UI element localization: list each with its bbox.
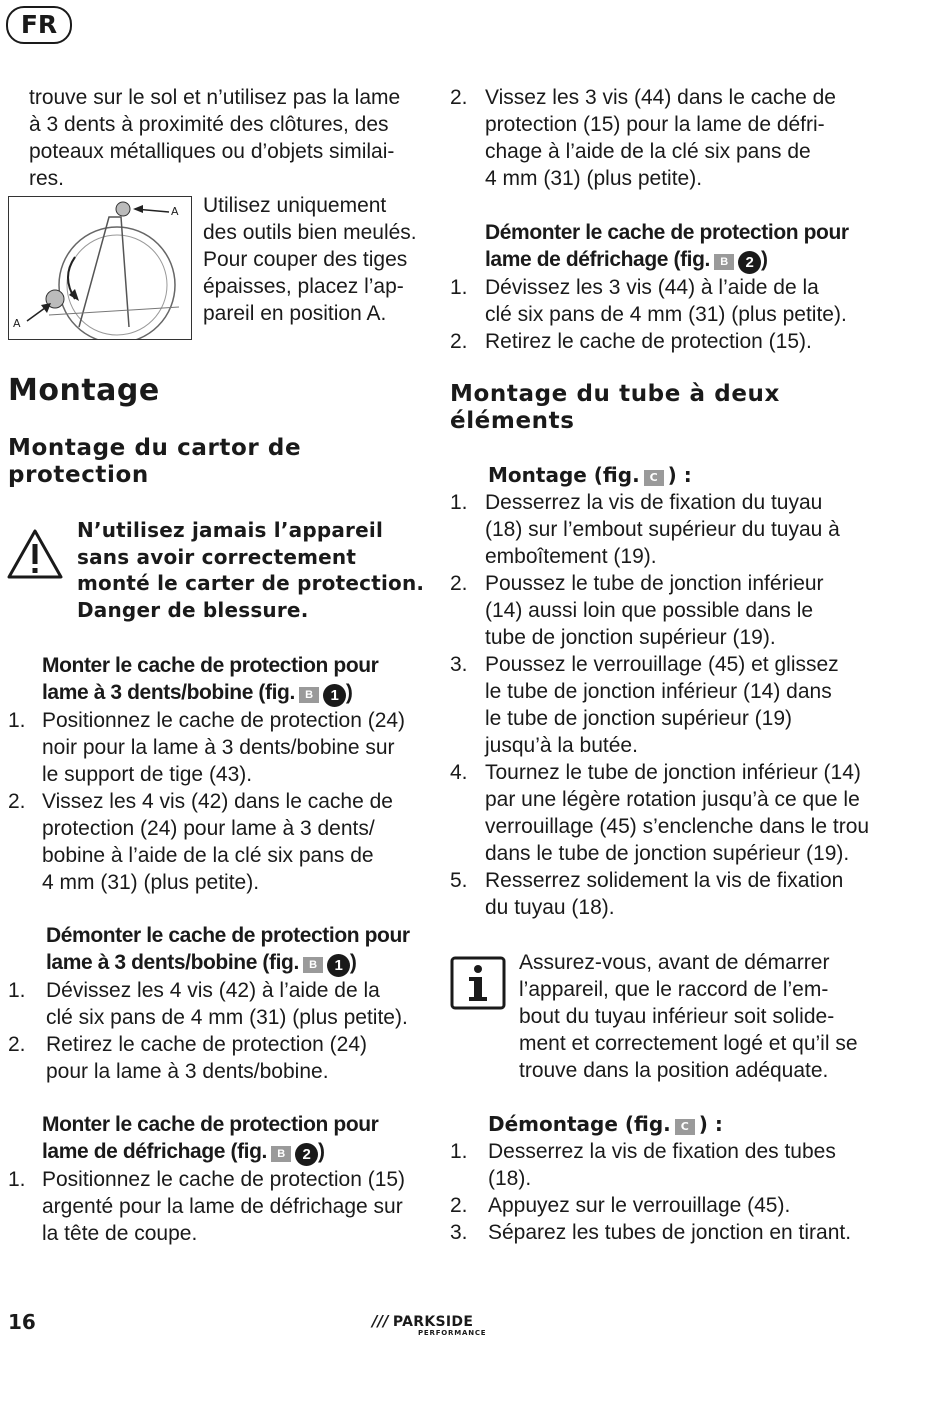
step-number: 3.	[450, 1221, 468, 1244]
list-item	[450, 84, 890, 192]
step-number: 2.	[450, 572, 468, 595]
brand-subtitle: PERFORMANCE	[418, 1329, 487, 1337]
left-column	[0, 0, 430, 1280]
step-line: (14) aussi loin que possible dans le	[485, 599, 814, 622]
step-number: 2.	[450, 86, 468, 109]
list-item	[8, 977, 428, 1031]
step-number: 1.	[450, 276, 468, 299]
step-line: le tube de jonction inférieur (14) dans	[485, 680, 832, 703]
tube-heading-line: éléments	[450, 408, 575, 434]
step-line: protection (24) pour lame à 3 dents/	[42, 817, 375, 840]
list-item	[450, 1138, 890, 1192]
step-line: clé six pans de 4 mm (31) (plus petite).	[46, 1006, 408, 1029]
step-line: emboîtement (19).	[485, 545, 657, 568]
step-line: Appuyez sur le verrouillage (45).	[488, 1194, 791, 1217]
list-item	[450, 651, 890, 759]
section-mount-clearing: Monter le cache de protection pour lame de défrichage (fig. B 2 ) 1. Positionnez le cache de protection (15) argenté pour la lame de défrichage sur la tête de coupe.	[8, 1111, 428, 1247]
warning-line: N’utilisez jamais l’appareil	[77, 518, 384, 542]
step-line: jusqu’à la butée.	[485, 734, 638, 757]
step-line: 4 mm (31) (plus petite).	[485, 167, 703, 190]
section-title: Montage (fig.	[488, 463, 640, 487]
section-title-suffix: ) :	[698, 1112, 723, 1136]
step-line: tube de jonction supérieur (19).	[485, 626, 776, 649]
brand-logo	[372, 1312, 512, 1340]
section-tube-dismount	[450, 1111, 890, 1246]
figure-note-line: épaisses, placez l’ap-	[203, 275, 404, 298]
list-item	[8, 707, 428, 788]
steps-list	[450, 489, 890, 921]
section-title: lame à 3 dents/bobine (fig.	[46, 951, 299, 974]
steps-list	[450, 1138, 890, 1246]
section-title: Monter le cache de protection pour	[42, 654, 379, 677]
carter-heading	[8, 435, 301, 489]
step-line: le support de tige (43).	[42, 763, 253, 786]
fig-badge: B	[714, 254, 734, 270]
warning-icon	[6, 528, 64, 580]
step-number: 1.	[8, 1168, 26, 1191]
fig-number: 1	[323, 684, 346, 707]
trimmer-diagram-icon	[9, 197, 191, 339]
step-line: Retirez le cache de protection (24)	[46, 1033, 367, 1056]
warning-line: sans avoir correctement	[77, 544, 357, 569]
section-tube-mount	[450, 462, 890, 921]
step-line: chage à l’aide de la clé six pans de	[485, 140, 811, 163]
step-line: Vissez les 3 vis (44) dans le cache de	[485, 86, 836, 109]
fig-badge: C	[675, 1119, 695, 1135]
step-number: 5.	[450, 869, 468, 892]
fig-number: 1	[327, 954, 350, 977]
warning-line: Danger de blessure.	[77, 597, 309, 622]
svg-text:A: A	[13, 317, 21, 330]
warning-text	[77, 517, 429, 623]
list-item	[8, 1166, 428, 1247]
step-number: 2.	[8, 790, 26, 813]
info-line: trouve dans la position adéquate.	[519, 1059, 829, 1082]
step-line: Resserrez solidement la vis de fixation	[485, 869, 844, 892]
step-line: Positionnez le cache de protection (15)	[42, 1168, 406, 1191]
step-line: dans le tube de jonction supérieur (19).	[485, 842, 850, 865]
brand-name: PARKSIDE	[392, 1314, 474, 1330]
section-title: Démontage (fig.	[488, 1112, 671, 1136]
step-line: Desserrez la vis de fixation du tuyau	[485, 491, 823, 514]
section-title: lame à 3 dents/bobine (fig.	[42, 681, 295, 704]
section-title-suffix: ) :	[667, 463, 692, 487]
section-title: Démonter le cache de protection pour	[485, 221, 849, 244]
info-line: bout du tuyau inférieur soit solide-	[519, 1005, 835, 1028]
list-item	[450, 759, 890, 867]
section-title: Monter le cache de protection pour	[42, 1113, 379, 1136]
step-line: pour la lame à 3 dents/bobine.	[46, 1060, 329, 1083]
step-line: par une légère rotation jusqu’à ce que le	[485, 788, 860, 811]
step-number: 3.	[450, 653, 468, 676]
step-line: du tuyau (18).	[485, 896, 615, 919]
steps-list	[450, 274, 890, 355]
info-line: l’appareil, que le raccord de l’em-	[519, 978, 829, 1001]
step-line: clé six pans de 4 mm (31) (plus petite).	[485, 303, 847, 326]
figure-note	[203, 192, 428, 327]
fig-badge: B	[303, 957, 323, 973]
svg-text:A: A	[171, 205, 179, 218]
list-item	[450, 328, 890, 355]
figure-note-line: Pour couper des tiges	[203, 248, 408, 271]
section-mount-3tooth: Monter le cache de protection pour lame à 3 dents/bobine (fig. B 1 ) 1. Positionnez le cache de protection (24) noir pour la lame à 3 dents/bobine sur le support de tige (43). 2. Vissez les 4 vis (42) dans le cache de protection (24) pour lame à 3 dents/ bobine à l’aide de la clé six pans de 4 mm (31) (plus petite).	[8, 652, 428, 896]
fig-badge: B	[299, 687, 319, 703]
step-number: 4.	[450, 761, 468, 784]
step-line: bobine à l’aide de la clé six pans de	[42, 844, 374, 867]
intro-line: res.	[29, 167, 65, 190]
step-line: Poussez le verrouillage (45) et glissez	[485, 653, 839, 676]
step-line: le tube de jonction supérieur (19)	[485, 707, 793, 730]
step-line: verrouillage (45) s’enclenche dans le trou	[485, 815, 870, 838]
info-line: ment et correctement logé et qu’il se	[519, 1032, 858, 1055]
montage-heading: Montage	[8, 373, 160, 408]
steps-list	[450, 84, 890, 192]
step-number: 1.	[8, 979, 26, 1002]
fig-number: 2	[738, 251, 761, 274]
steps-list	[8, 977, 428, 1085]
step-line: Retirez le cache de protection (15).	[485, 330, 812, 353]
figure-note-line: Utilisez uniquement	[203, 194, 387, 217]
right-column	[450, 0, 890, 1280]
step-number: 1.	[450, 491, 468, 514]
step-line: (18).	[488, 1167, 532, 1190]
info-text	[519, 949, 889, 1084]
intro-paragraph	[29, 84, 429, 192]
list-item	[450, 1219, 890, 1246]
step-line: 4 mm (31) (plus petite).	[42, 871, 260, 894]
section-dismount-3tooth: Démonter le cache de protection pour lame à 3 dents/bobine (fig. B 1 ) 1. Dévissez les 4 vis (42) à l’aide de la clé six pans de 4 mm (31) (plus petite). 2. Retirez le cache de protection (24) pour la lame à 3 dents/bobine.	[8, 922, 428, 1085]
step-line: Poussez le tube de jonction inférieur	[485, 572, 824, 595]
cutting-figure	[8, 196, 192, 340]
tube-heading-line: Montage du tube à deux	[450, 381, 780, 407]
step-line: protection (15) pour la lame de défri-	[485, 113, 825, 136]
section-title: lame de défrichage (fig.	[485, 248, 710, 271]
tube-heading	[450, 381, 780, 435]
step-number: 1.	[450, 1140, 468, 1163]
step-line: Tournez le tube de jonction inférieur (14)	[485, 761, 861, 784]
step-line: Desserrez la vis de fixation des tubes	[488, 1140, 836, 1163]
figure-note-line: pareil en position A.	[203, 302, 387, 325]
logo-slashes-icon: ///	[372, 1312, 389, 1330]
fig-number: 2	[295, 1143, 318, 1166]
step-line: Séparez les tubes de jonction en tirant.	[488, 1221, 852, 1244]
intro-line: poteaux métalliques ou d’objets similai-	[29, 140, 395, 163]
step-line: Dévissez les 3 vis (44) à l’aide de la	[485, 276, 819, 299]
step-line: (18) sur l’embout supérieur du tuyau à	[485, 518, 840, 541]
list-item	[450, 867, 890, 921]
step-line: argenté pour la lame de défrichage sur	[42, 1195, 403, 1218]
carter-heading-line: protection	[8, 462, 149, 488]
steps-list	[8, 707, 428, 896]
step-line: Vissez les 4 vis (42) dans le cache de	[42, 790, 393, 813]
list-item	[450, 570, 890, 651]
list-item	[8, 1031, 428, 1085]
list-item	[450, 1192, 890, 1219]
figure-note-line: des outils bien meulés.	[203, 221, 417, 244]
section-title: Démonter le cache de protection pour	[46, 924, 410, 947]
intro-line: à 3 dents à proximité des clôtures, des	[29, 113, 389, 136]
steps-list	[8, 1166, 428, 1247]
step-line: noir pour la lame à 3 dents/bobine sur	[42, 736, 395, 759]
step-line: Positionnez le cache de protection (24)	[42, 709, 406, 732]
step-line: la tête de coupe.	[42, 1222, 198, 1245]
step-number: 1.	[8, 709, 26, 732]
section-dismount-clearing: Démonter le cache de protection pour lame de défrichage (fig. B 2 ) 1. Dévissez les 3 vis (44) à l’aide de la clé six pans de 4 mm (31) (plus petite). 2. Retirez le cache de protection (15).	[450, 219, 890, 355]
step-line: Dévissez les 4 vis (42) à l’aide de la	[46, 979, 380, 1002]
list-item	[450, 274, 890, 328]
fig-badge: C	[644, 470, 664, 486]
list-item	[450, 489, 890, 570]
carter-heading-line: Montage du cartor de	[8, 435, 302, 461]
section-title: lame de défrichage (fig.	[42, 1140, 267, 1163]
info-line: Assurez-vous, avant de démarrer	[519, 951, 830, 974]
language-label: FR	[20, 10, 58, 39]
warning-line: monté le carter de protection.	[77, 571, 425, 595]
info-icon	[450, 956, 506, 1010]
step-number: 2.	[450, 1194, 468, 1217]
fig-badge: B	[271, 1146, 291, 1162]
step-number: 2.	[450, 330, 468, 353]
intro-line: trouve sur le sol et n’utilisez pas la lame	[29, 86, 401, 109]
step-number: 2.	[8, 1033, 26, 1056]
page-number: 16	[8, 1310, 36, 1334]
list-item	[8, 788, 428, 896]
